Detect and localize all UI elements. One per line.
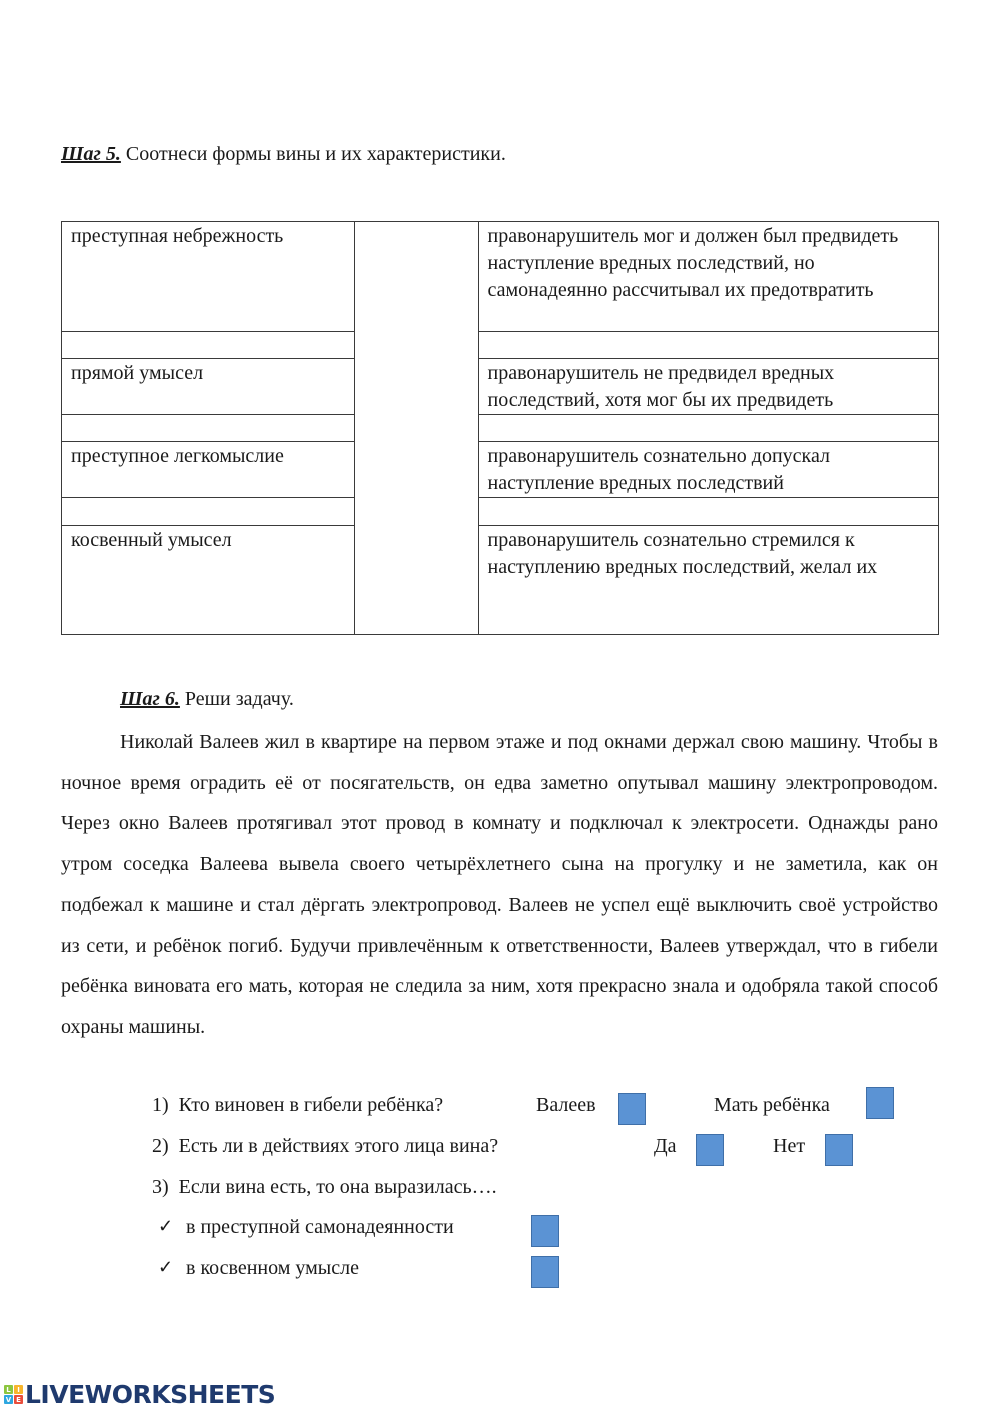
question-1: 1) Кто виновен в гибели ребёнка?	[152, 1094, 444, 1116]
option-mother-label: Мать ребёнка	[714, 1094, 830, 1116]
spacer-cell	[478, 415, 939, 442]
check-icon: ✓	[158, 1216, 174, 1236]
option-indirect-intent-label: в косвенном умысле	[186, 1257, 359, 1279]
question-2: 2) Есть ли в действиях этого лица вина?	[152, 1135, 499, 1157]
liveworksheets-logo	[4, 1380, 275, 1409]
right-item: правонарушитель сознательно стремился к наступлению вредных последствий, желал их	[478, 526, 939, 635]
right-item: правонарушитель сознательно допускал наступление вредных последствий	[478, 442, 939, 498]
left-item: косвенный умысел	[62, 526, 355, 635]
answer-box-valeev[interactable]	[618, 1093, 646, 1125]
step6-title: Реши задачу.	[179, 688, 294, 710]
left-item: прямой умысел	[62, 359, 355, 415]
spacer-cell	[62, 332, 355, 359]
logo-text: LIVEWORKSHEETS	[25, 1380, 276, 1409]
step5-title: Соотнеси формы вины и их характеристики.	[120, 143, 506, 165]
option-valeev-label: Валеев	[536, 1094, 596, 1116]
step6-label: Шаг 6.	[120, 688, 180, 710]
step5-label: Шаг 5.	[61, 143, 121, 165]
option-self-confidence-label: в преступной самонадеянности	[186, 1216, 454, 1238]
option-no-label: Нет	[773, 1135, 806, 1157]
spacer-cell	[62, 498, 355, 526]
spacer-cell	[478, 498, 939, 526]
question-3: 3) Если вина есть, то она выразилась….	[152, 1176, 497, 1198]
problem-text: Николай Валеев жил в квартире на первом этаже и под окнами держал свою машину. Чтобы в ночное время оградить её от посягательств, он едва заметно опутывал машину электропроводом. Через окно Валеев протягивал этот провод в комнату и подключал к электросети. Однажды рано утром соседка Валеева вывела своего четырёхлетнего сына на прогулку и не заметила, как он подбежал к машине и стал дёргать электропровод. Валеев не успел ещё выключить своё устройство из сети, и ребёнок погиб. Будучи привлечённым к ответственности, Валеев утверждал, что в гибели ребёнка виновата его мать, которая не следила за ним, хотя прекрасно знала и одобряла такой способ охраны машины.	[61, 731, 938, 1038]
logo-tiles-icon: L I V E	[4, 1385, 23, 1404]
answer-box-no[interactable]	[825, 1134, 853, 1166]
answer-box-yes[interactable]	[696, 1134, 724, 1166]
left-item: преступная небрежность	[62, 222, 355, 332]
answer-box-mother[interactable]	[866, 1087, 894, 1119]
spacer-cell	[478, 332, 939, 359]
check-icon: ✓	[158, 1257, 174, 1277]
right-item: правонарушитель не предвидел вредных последствий, хотя мог бы их предвидеть	[478, 359, 939, 415]
matching-table	[61, 221, 939, 635]
answer-box-self-confidence[interactable]	[531, 1215, 559, 1247]
left-item: преступное легкомыслие	[62, 442, 355, 498]
right-item: правонарушитель мог и должен был предвидеть наступление вредных последствий, но самонадеянно рассчитывал их предотвратить	[478, 222, 939, 332]
answer-box-indirect-intent[interactable]	[531, 1256, 559, 1288]
option-yes-label: Да	[654, 1135, 677, 1157]
spacer-cell	[62, 415, 355, 442]
step5-heading	[61, 143, 506, 166]
step6-heading	[120, 688, 294, 711]
match-drop-column[interactable]	[354, 222, 478, 635]
